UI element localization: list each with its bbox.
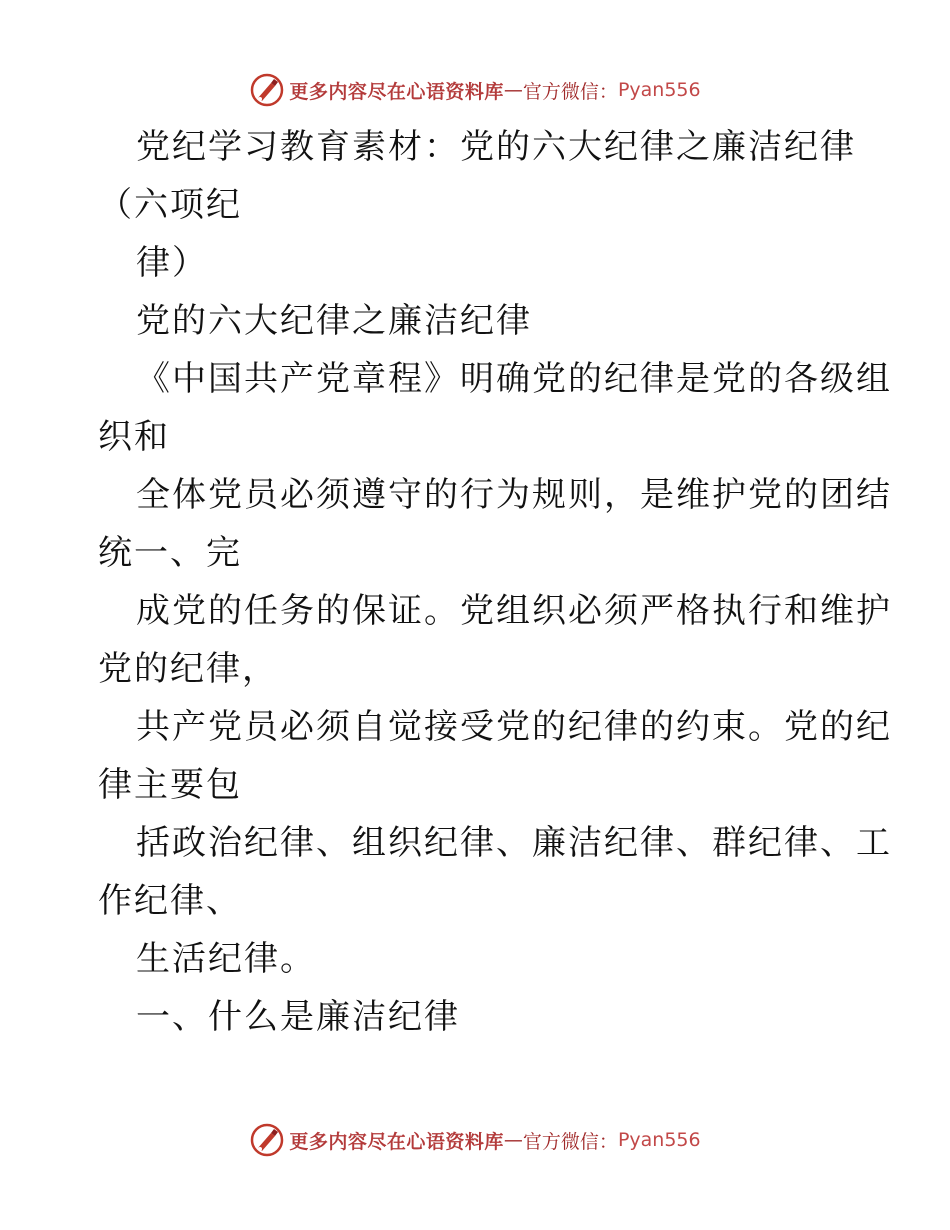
wechat-label: 官方微信 [522,80,599,103]
pen-logo-icon [249,1122,285,1158]
text-line: 括政治纪律、组织纪律、廉洁纪律、群纪律、工 [136,823,892,863]
text-line: 共产党员必须自觉接受党的纪律的约束。党的纪 [136,707,892,747]
site-name: 更多内容尽在心语资料库 [289,80,504,103]
text-line: 作纪律、 [98,881,242,921]
text-line: 律主要包 [98,765,242,805]
wechat-id: Pyan556 [617,1129,701,1151]
text-line: 织和 [98,417,170,457]
text-line: 《中国共产党章程》明确党的纪律是党的各级组 [136,359,892,399]
wechat-label: 官方微信 [522,1130,599,1153]
watermark-separator: — [503,79,523,101]
text-line: 成党的任务的保证。党组织必须严格执行和维护 [136,591,892,631]
document-title: 党纪学习教育素材：党的六大纪律之廉洁纪律 [136,127,856,167]
footer-watermark [0,1120,950,1160]
text-line: 生活纪律。 [136,939,316,979]
wechat-colon: ： [598,1130,618,1153]
wechat-id: Pyan556 [617,79,701,101]
text-line: 党的纪律， [98,649,278,689]
text-line: 律） [136,243,208,283]
section-heading: 党的六大纪律之廉洁纪律 [136,301,532,341]
section-heading: 一、什么是廉洁纪律 [136,997,460,1037]
text-line: 全体党员必须遵守的行为规则，是维护党的团结 [136,475,892,515]
wechat-colon: ： [598,80,618,103]
watermark-separator: — [503,1129,523,1151]
header-watermark [0,70,950,110]
pen-logo-icon [249,72,285,108]
text-line: （六项纪 [98,185,242,225]
text-line: 统一、完 [98,533,242,573]
site-name: 更多内容尽在心语资料库 [289,1130,504,1153]
